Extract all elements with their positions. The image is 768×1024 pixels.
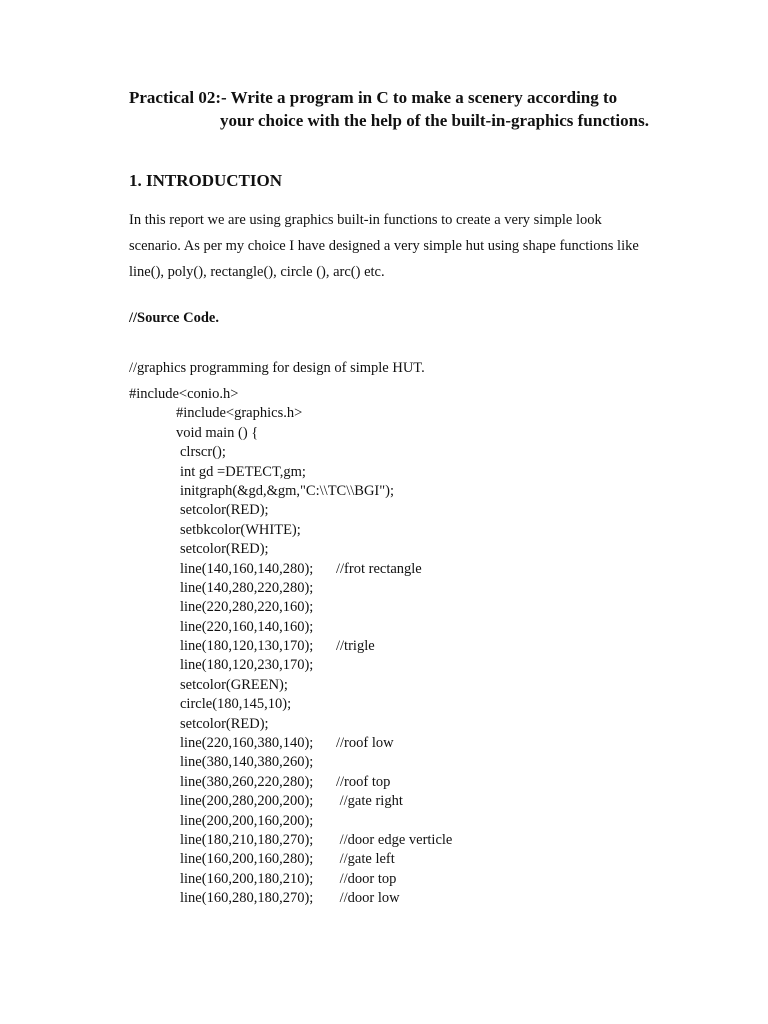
code-line [129, 463, 452, 482]
code-statement: line(200,280,200,200); [180, 793, 314, 810]
code-statement: setcolor(RED); [180, 715, 269, 732]
code-inline-comment: //trigle [336, 638, 375, 655]
code-statement: line(140,160,140,280); [180, 560, 314, 577]
code-statement: clrscr(); [180, 444, 226, 461]
code-line [129, 753, 452, 772]
code-line [129, 443, 452, 462]
code-inline-comment: //frot rectangle [336, 560, 422, 577]
code-statement: int gd =DETECT,gm; [180, 463, 306, 480]
code-statement: #include<conio.h> [129, 386, 239, 402]
code-statement: setbkcolor(WHITE); [180, 521, 301, 538]
code-line [129, 385, 452, 404]
code-line [129, 618, 452, 637]
source-code-block [129, 385, 452, 909]
code-statement: circle(180,145,10); [180, 696, 292, 713]
code-line [129, 540, 452, 559]
introduction-line: In this report we are using graphics built-in functions to create a very simple look [129, 212, 602, 228]
code-line [129, 831, 452, 850]
code-line [129, 773, 452, 792]
code-statement: line(160,280,180,270); [180, 890, 314, 907]
code-statement: #include<graphics.h> [176, 405, 303, 422]
code-line [129, 598, 452, 617]
code-line [129, 870, 452, 889]
practical-title-line-2: your choice with the help of the built-in-graphics functions. [220, 111, 649, 130]
code-statement: line(380,140,380,260); [180, 754, 314, 771]
code-statement: line(220,160,140,160); [180, 618, 314, 635]
introduction-heading: 1. INTRODUCTION [129, 171, 283, 190]
code-statement: line(180,120,130,170); [180, 638, 314, 655]
code-inline-comment: //door top [336, 870, 397, 887]
code-line [129, 695, 452, 714]
code-statement: line(160,200,180,210); [180, 870, 314, 887]
code-line [129, 424, 452, 443]
code-statement: setcolor(GREEN); [180, 676, 288, 693]
code-statement: line(220,280,220,160); [180, 599, 314, 616]
code-line [129, 656, 452, 675]
code-line [129, 501, 452, 520]
code-statement: line(200,200,160,200); [180, 812, 314, 829]
code-line [129, 404, 452, 423]
introduction-line: scenario. As per my choice I have designed a very simple hut using shape functions like [129, 238, 639, 254]
practical-title-line-1: Practical 02:- Write a program in C to make a scenery according to [129, 88, 618, 107]
code-statement: line(220,160,380,140); [180, 735, 314, 752]
code-line [129, 792, 452, 811]
code-inline-comment: //gate right [336, 793, 403, 810]
code-statement: setcolor(RED); [180, 502, 269, 519]
code-line [129, 579, 452, 598]
code-statement: setcolor(RED); [180, 541, 269, 558]
code-line [129, 889, 452, 908]
code-line [129, 521, 452, 540]
code-inline-comment: //roof low [336, 735, 394, 752]
source-code-comment: //graphics programming for design of simple HUT. [129, 360, 425, 376]
code-line [129, 637, 452, 656]
code-statement: line(180,120,230,170); [180, 657, 314, 674]
code-inline-comment: //roof top [336, 773, 391, 790]
code-inline-comment: //gate left [336, 851, 395, 868]
code-line [129, 734, 452, 753]
introduction-line: line(), poly(), rectangle(), circle (), arc() etc. [129, 264, 385, 280]
code-statement: line(380,260,220,280); [180, 773, 314, 790]
code-line [129, 812, 452, 831]
code-inline-comment: //door edge verticle [336, 831, 453, 848]
code-line [129, 850, 452, 869]
code-line [129, 560, 452, 579]
code-line [129, 715, 452, 734]
source-code-label: //Source Code. [129, 310, 219, 326]
code-statement: line(180,210,180,270); [180, 831, 314, 848]
code-statement: void main () { [176, 424, 259, 441]
code-statement: initgraph(&gd,&gm,"C:\\TC\\BGI"); [180, 482, 395, 499]
code-statement: line(160,200,160,280); [180, 851, 314, 868]
introduction-paragraph [129, 207, 639, 285]
code-line [129, 676, 452, 695]
code-statement: line(140,280,220,280); [180, 579, 314, 596]
code-inline-comment: //door low [336, 890, 400, 907]
code-line [129, 482, 452, 501]
